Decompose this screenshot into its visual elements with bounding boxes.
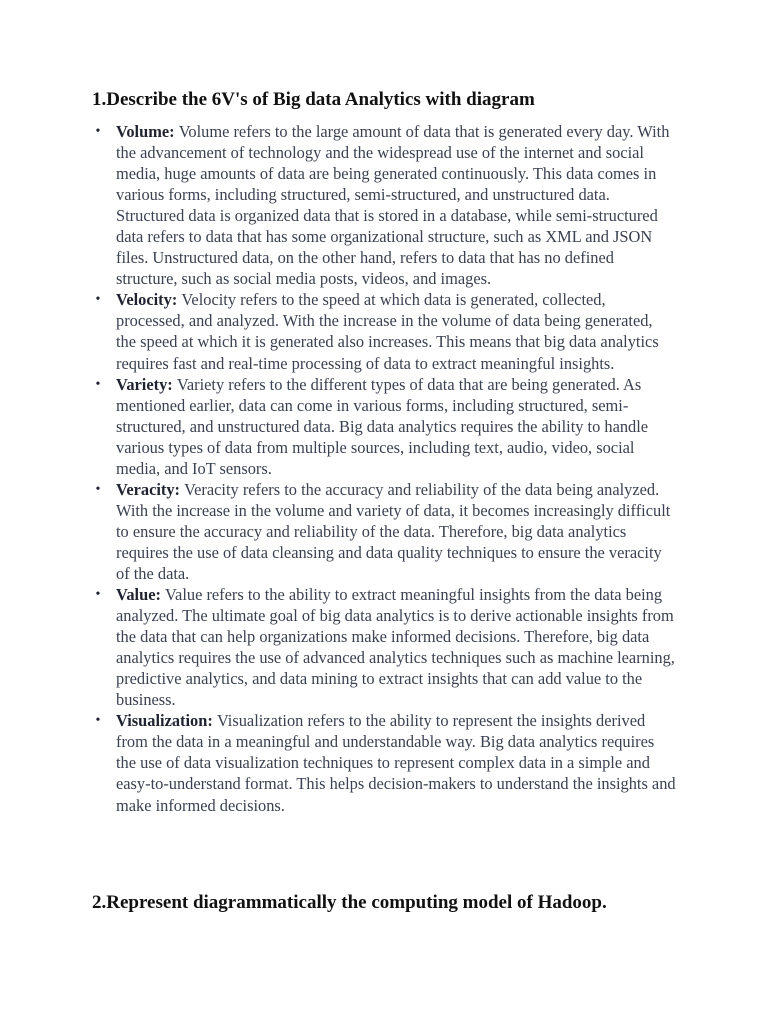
section-heading-6vs: 1.Describe the 6V's of Big data Analytics with diagram [92,89,535,110]
term-label: Value: [116,585,166,605]
bullet-icon: • [95,481,101,497]
item-description: Velocity refers to the speed at which data is generated, collected, processed, and analyzed. With the increase in the volume of data being generated, the speed at which it is generated also increases. This means that big data analytics requires fast and real-time processing of data to extract meaningful insights. [116,290,659,373]
section-heading-hadoop: 2.Represent diagrammatically the computing model of Hadoop. [92,892,607,913]
item-description: Visualization refers to the ability to represent the insights derived from the data in a meaningful and understandable way. Big data analytics requires the use of data visualization techniques to represent complex data in a simple and easy-to-understand format. This helps decision-makers to understand the insights and make informed decisions. [116,711,676,815]
item-description: Volume refers to the large amount of data that is generated every day. With the advancement of technology and the widespread use of the internet and social media, huge amounts of data are being generated continuously. This data comes in various forms, including structured, semi-structured, and unstructured data. Structured data is organized data that is stored in a database, while semi-structured data refers to data that has some organizational structure, such as XML and JSON files. Unstructured data, on the other hand, refers to data that has no defined structure, such as social media posts, videos, and images. [116,122,670,289]
list-item-visualization [95,710,676,815]
item-description: Variety refers to the different types of data that are being generated. As mentioned earlier, data can come in various forms, including structured, semi-structured, and unstructured data. Big data analytics requires the ability to handle various types of data from multiple sources, including text, audio, video, social media, and IoT sensors. [116,374,649,478]
list-item-volume [95,121,676,289]
list-item-variety [95,374,676,479]
six-v-bullet-list [95,121,676,816]
bullet-icon: • [95,124,101,139]
bullet-icon: • [95,292,101,308]
term-label: Velocity: [116,290,182,310]
list-item-value [95,584,676,710]
term-label: Variety: [116,374,177,394]
list-item-veracity [95,479,676,584]
term-label: Visualization: [116,711,217,731]
bullet-icon: • [95,587,101,603]
item-description: Veracity refers to the accuracy and reliability of the data being analyzed. With the increase in the volume and variety of data, it becomes increasingly difficult to ensure the accuracy and reliability of the data. Therefore, big data analytics requires the use of data cleansing and data quality techniques to ensure the veracity of the data. [116,479,671,583]
term-label: Volume: [116,122,179,141]
item-description: Value refers to the ability to extract meaningful insights from the data being analyzed. The ultimate goal of big data analytics is to derive actionable insights from the data that can help organizations make informed decisions. Therefore, big data analytics requires the use of advanced analytics techniques such as machine learning, predictive analytics, and data mining to extract insights that can add value to the business. [116,585,675,710]
bullet-icon: • [95,376,101,392]
bullet-icon: • [95,713,101,729]
list-item-velocity [95,289,676,373]
term-label: Veracity: [116,479,185,499]
